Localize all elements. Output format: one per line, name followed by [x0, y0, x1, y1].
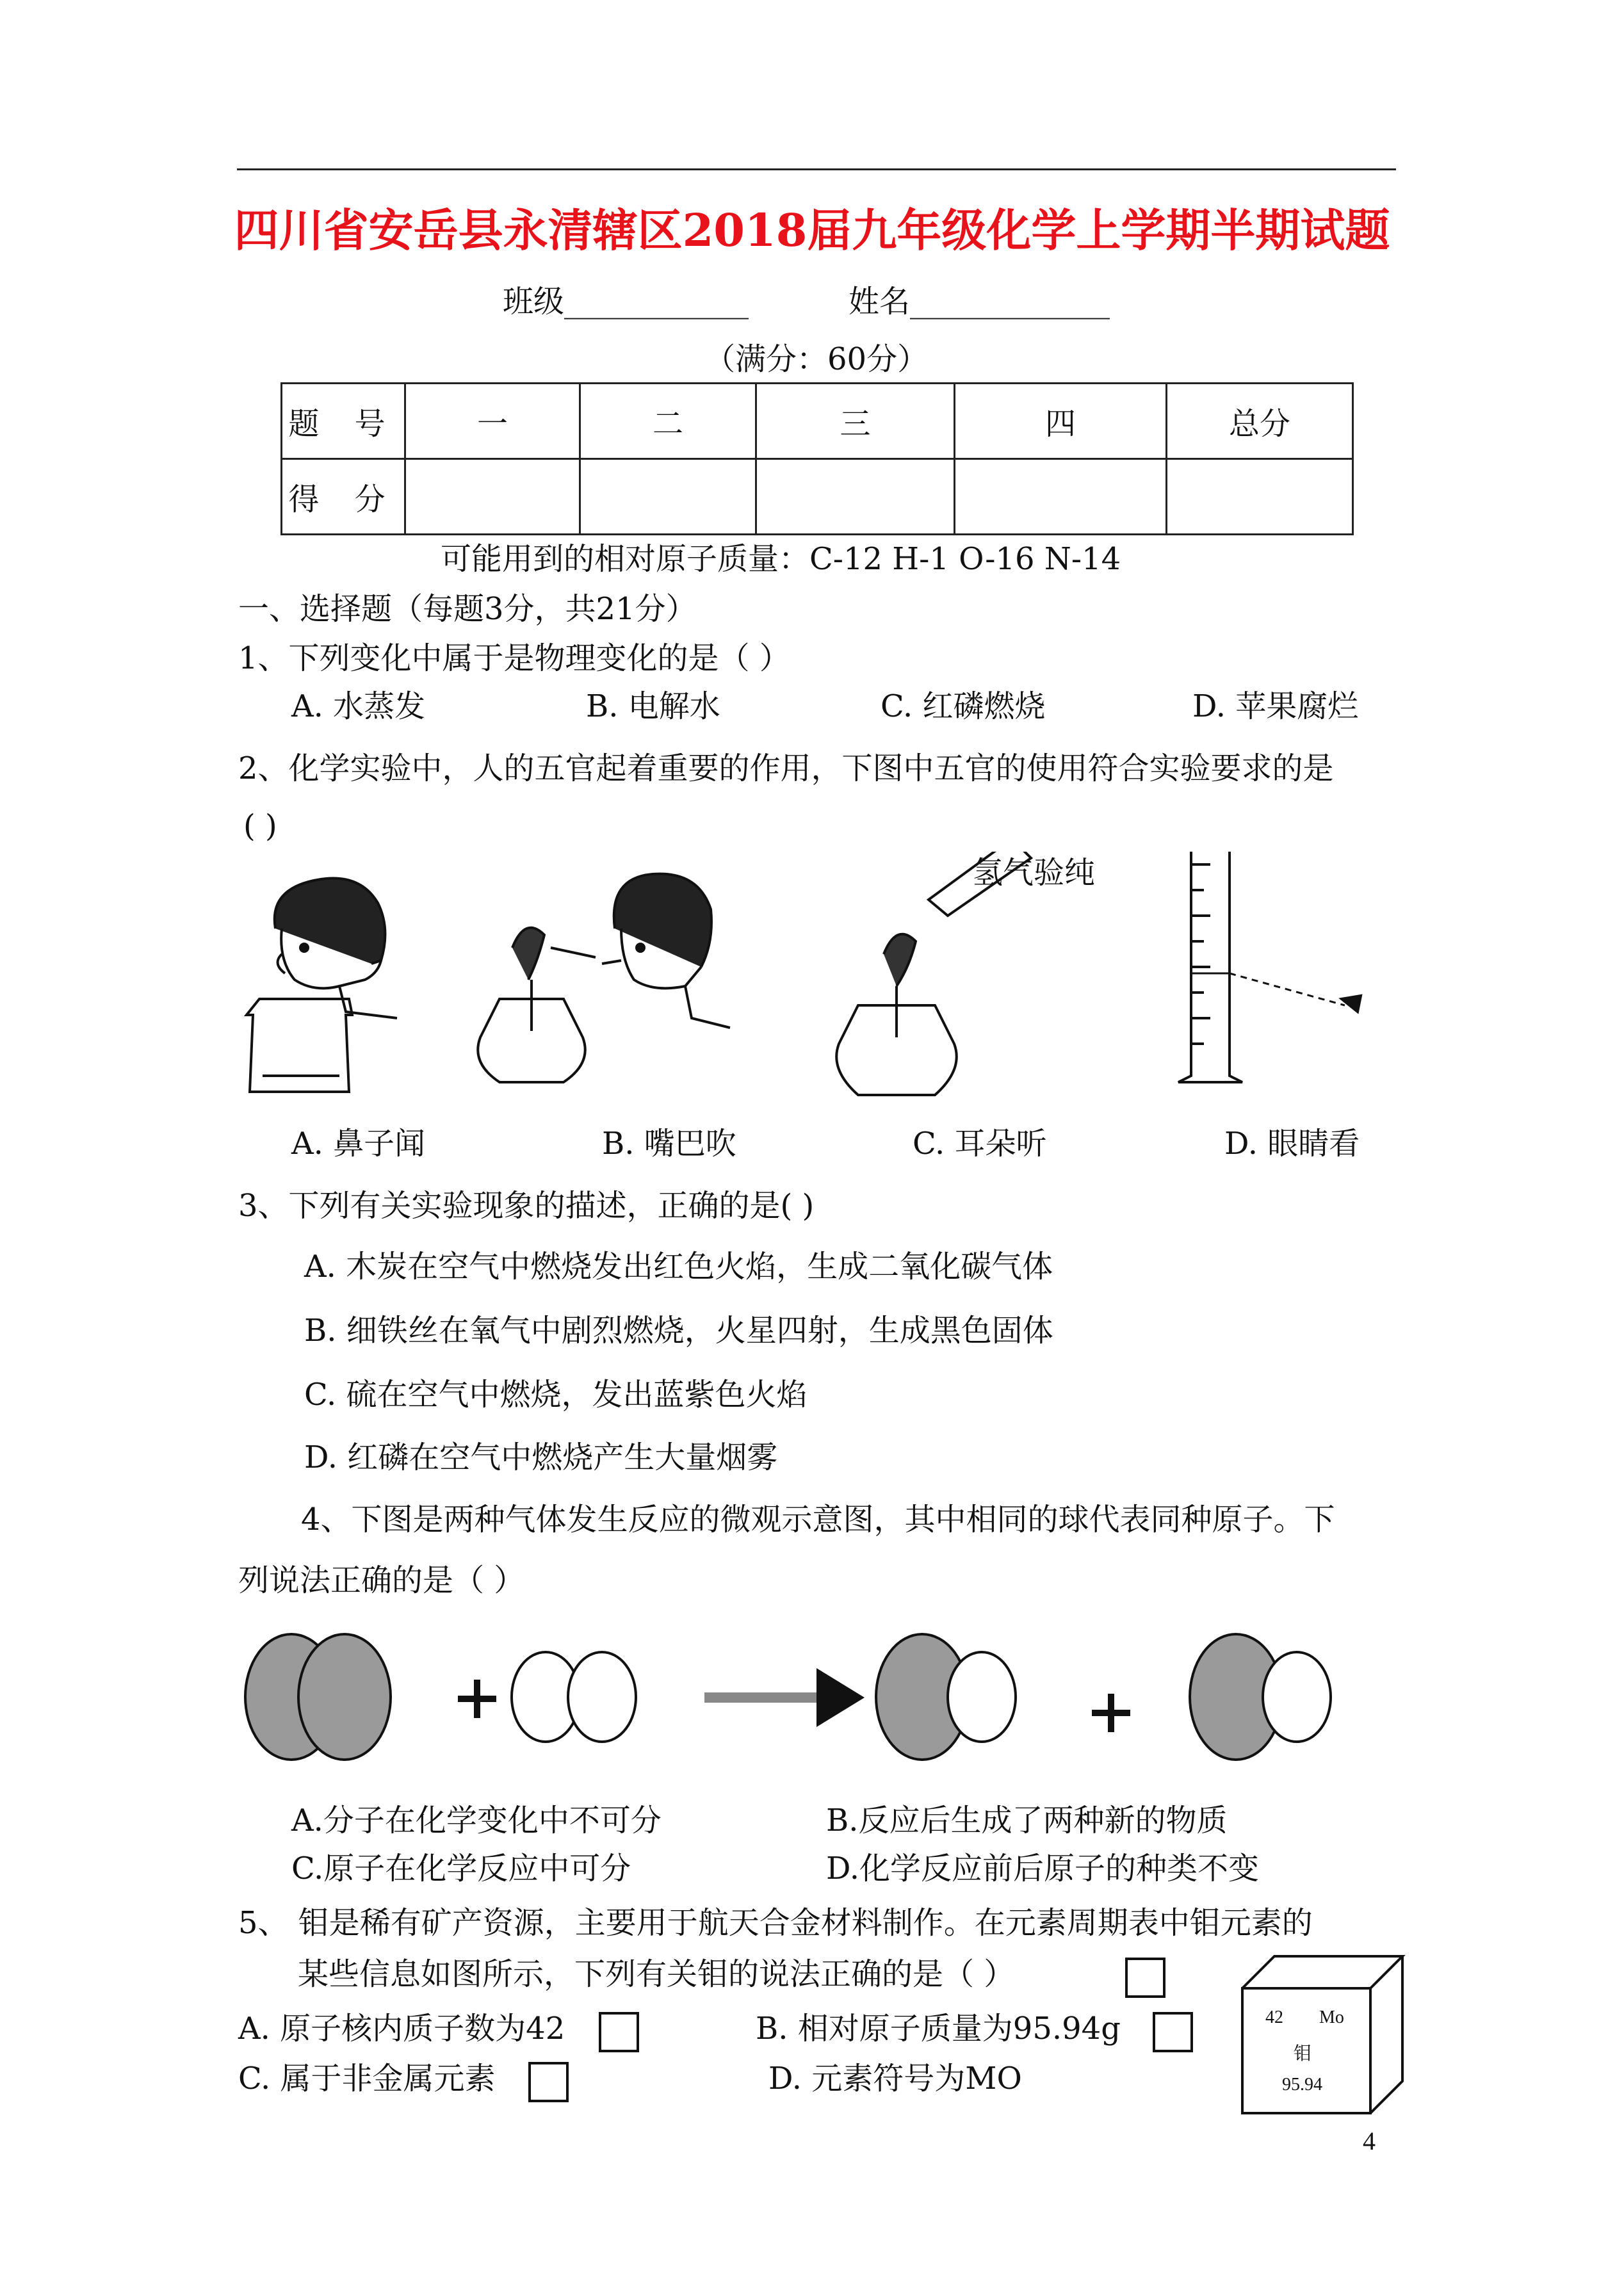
q4-option-b[interactable]: B.反应后生成了两种新的物质	[826, 1803, 1228, 1838]
section1-title: 一、选择题（每题3分，共21分）	[238, 591, 697, 627]
white-atom	[568, 1652, 636, 1742]
reaction-diagram	[243, 1617, 1370, 1777]
element-card-box	[1239, 1953, 1406, 2120]
row-label-cell: 得 分	[282, 459, 405, 535]
score-cell[interactable]	[405, 459, 580, 535]
q4-stem-line1: 4、下图是两种气体发生反应的微观示意图，其中相同的球代表同种原子。下	[301, 1502, 1335, 1537]
q3-option-c[interactable]: C. 硫在空气中燃烧，发出蓝紫色火焰	[304, 1377, 808, 1413]
q2-option-b[interactable]: B. 嘴巴吹	[602, 1126, 736, 1162]
score-cell[interactable]	[580, 459, 756, 535]
q5-option-c[interactable]: C. 属于非金属元素	[238, 2061, 496, 2096]
atomic-masses-note: 可能用到的相对原子质量：C-12 H-1 O-16 N-14	[441, 541, 1121, 577]
q3-option-b[interactable]: B. 细铁丝在氧气中剧烈燃烧，火星四射，生成黑色固体	[304, 1313, 1053, 1349]
name-field-label: 姓名_____________	[849, 284, 1110, 320]
score-cell[interactable]	[1167, 459, 1353, 535]
element-number: 42	[1265, 2007, 1283, 2027]
score-cell[interactable]	[955, 459, 1167, 535]
q5-stem-line2: 某些信息如图所示，下列有关钼的说法正确的是（ ）	[298, 1956, 1015, 1992]
q5-option-d[interactable]: D. 元素符号为MO	[768, 2061, 1022, 2096]
q4-stem-line2: 列说法正确的是（ ）	[238, 1562, 525, 1598]
q2-option-d[interactable]: D. 眼睛看	[1224, 1126, 1360, 1162]
q3-option-a[interactable]: A. 木炭在空气中燃烧发出红色火焰，生成二氧化碳气体	[304, 1249, 1053, 1285]
header-cell: 三	[756, 384, 955, 459]
element-symbol: Mo	[1319, 2007, 1344, 2027]
q1-option-a[interactable]: A. 水蒸发	[291, 688, 426, 724]
q4-option-c[interactable]: C.原子在化学反应中可分	[291, 1851, 631, 1886]
page-title: 四川省安岳县永清辖区2018届九年级化学上学期半期试题	[234, 204, 1390, 257]
q2-figure	[243, 852, 1396, 1108]
q2-answer-paren: ( )	[243, 808, 277, 844]
plus-sign	[1092, 1694, 1130, 1732]
header-cell: 二	[580, 384, 756, 459]
q5-stem-line1: 5、 钼是稀有矿产资源，主要用于航天合金材料制作。在元素周期表中钼元素的	[238, 1905, 1313, 1941]
q4-option-d[interactable]: D.化学反应前后原子的种类不变	[826, 1851, 1260, 1886]
q3-stem: 3、下列有关实验现象的描述，正确的是( )	[238, 1188, 815, 1224]
q5-option-a-box[interactable]	[599, 2012, 639, 2052]
full-score-note: （满分：60分）	[704, 341, 929, 377]
header-cell: 四	[955, 384, 1167, 459]
top-rule	[237, 168, 1396, 170]
q2-option-a[interactable]: A. 鼻子闻	[291, 1126, 426, 1162]
page-number: 4	[1363, 2127, 1376, 2155]
hydrogen-test-label: 氢气验纯	[972, 855, 1096, 891]
score-cell[interactable]	[756, 459, 955, 535]
header-cell: 总分	[1167, 384, 1353, 459]
boy-blowing-lamp-illustration	[478, 874, 730, 1082]
q1-option-b[interactable]: B. 电解水	[586, 688, 720, 724]
white-atom	[948, 1652, 1016, 1742]
score-table	[280, 382, 1354, 535]
header-cell: 题 号	[282, 384, 405, 459]
cylinder-eye-illustration	[1178, 852, 1361, 1082]
white-atom	[1263, 1652, 1331, 1742]
score-table-score-row	[282, 459, 1353, 535]
gray-atom	[298, 1634, 391, 1760]
q5-option-c-box[interactable]	[528, 2062, 569, 2102]
q5-answer-box[interactable]	[1125, 1958, 1165, 1998]
q4-option-a[interactable]: A.分子在化学变化中不可分	[291, 1803, 662, 1838]
boy-smelling-jar-illustration	[247, 879, 397, 1092]
score-table-header-row	[282, 384, 1353, 459]
plus-sign	[458, 1680, 496, 1718]
q2-option-c[interactable]: C. 耳朵听	[913, 1126, 1047, 1162]
arrow-icon	[704, 1668, 865, 1727]
q5-option-b-box[interactable]	[1153, 2012, 1193, 2052]
element-name: 钼	[1294, 2044, 1312, 2064]
q3-option-d[interactable]: D. 红磷在空气中燃烧产生大量烟雾	[304, 1439, 778, 1475]
element-mass: 95.94	[1282, 2075, 1322, 2095]
q2-stem: 2、化学实验中，人的五官起着重要的作用，下图中五官的使用符合实验要求的是	[238, 750, 1334, 786]
q1-option-d[interactable]: D. 苹果腐烂	[1192, 688, 1359, 724]
header-cell: 一	[405, 384, 580, 459]
q1-stem: 1、下列变化中属于是物理变化的是（ ）	[238, 640, 790, 676]
class-field-label: 班级____________	[503, 284, 749, 320]
q5-option-b[interactable]: B. 相对原子质量为95.94g	[756, 2011, 1121, 2047]
q5-option-a[interactable]: A. 原子核内质子数为42	[238, 2011, 565, 2047]
q1-option-c[interactable]: C. 红磷燃烧	[881, 688, 1046, 724]
